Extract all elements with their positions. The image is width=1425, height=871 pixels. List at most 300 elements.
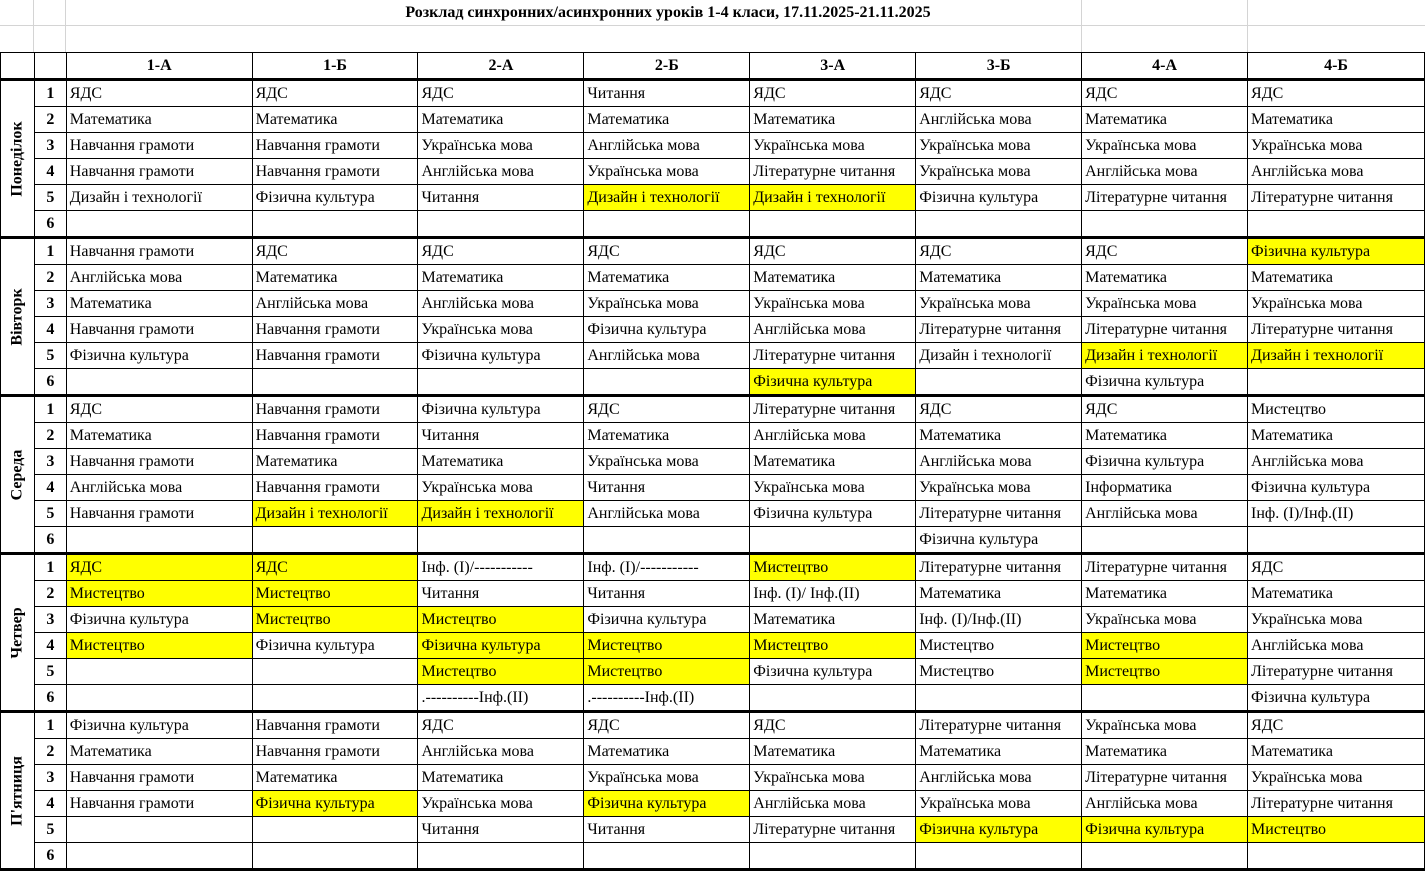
lesson-cell[interactable]: Математика <box>750 265 916 291</box>
lesson-cell[interactable]: Англійська мова <box>1082 791 1248 817</box>
lesson-number: 4 <box>34 791 66 817</box>
lesson-number: 5 <box>34 185 66 211</box>
schedule-row <box>1 739 1425 765</box>
schedule-row <box>1 685 1425 712</box>
lesson-cell[interactable]: Англійська мова <box>584 501 750 527</box>
lesson-number: 2 <box>34 107 66 133</box>
day-label <box>1 238 35 396</box>
lesson-cell[interactable] <box>750 685 916 712</box>
lesson-cell[interactable]: Фізична культура <box>418 343 584 369</box>
lesson-number: 3 <box>34 133 66 159</box>
lesson-cell[interactable]: Українська мова <box>916 291 1082 317</box>
lesson-cell[interactable]: Мистецтво <box>1248 396 1425 423</box>
lesson-cell[interactable]: Дизайн і технології <box>252 501 418 527</box>
lesson-cell[interactable]: Інф. (І)/Інф.(ІІ) <box>916 607 1082 633</box>
lesson-cell[interactable]: Українська мова <box>750 291 916 317</box>
lesson-cell[interactable]: ЯДС <box>66 396 252 423</box>
lesson-cell[interactable]: Фізична культура <box>66 712 252 739</box>
lesson-cell[interactable]: Літературне читання <box>1248 185 1425 211</box>
lesson-cell[interactable]: Мистецтво <box>66 633 252 659</box>
lesson-cell[interactable]: Читання <box>584 817 750 843</box>
lesson-cell[interactable]: Літературне читання <box>916 317 1082 343</box>
lesson-cell[interactable]: Інформатика <box>1082 475 1248 501</box>
corner-cell <box>1 53 35 80</box>
lesson-cell[interactable] <box>916 211 1082 238</box>
lesson-cell[interactable]: Читання <box>418 817 584 843</box>
lesson-cell[interactable]: Математика <box>1248 107 1425 133</box>
lesson-number: 3 <box>34 291 66 317</box>
lesson-cell[interactable]: Літературне читання <box>1082 317 1248 343</box>
lesson-cell[interactable]: Читання <box>584 581 750 607</box>
day-name: Понеділок <box>8 120 26 197</box>
lesson-cell[interactable]: ЯДС <box>1248 712 1425 739</box>
lesson-cell[interactable]: Навчання грамоти <box>252 423 418 449</box>
lesson-cell[interactable]: Літературне читання <box>1248 791 1425 817</box>
lesson-number: 4 <box>34 317 66 343</box>
lesson-cell[interactable]: Фізична культура <box>1248 238 1425 265</box>
lesson-cell[interactable] <box>418 369 584 396</box>
lesson-cell[interactable]: Літературне читання <box>750 343 916 369</box>
lesson-cell[interactable] <box>584 211 750 238</box>
lesson-cell[interactable]: Літературне читання <box>750 159 916 185</box>
schedule-row <box>1 843 1425 870</box>
lesson-cell[interactable]: Літературне читання <box>1082 554 1248 581</box>
lesson-cell[interactable]: Українська мова <box>916 791 1082 817</box>
lesson-cell[interactable] <box>584 527 750 554</box>
lesson-cell[interactable]: Англійська мова <box>916 449 1082 475</box>
lesson-cell[interactable]: Читання <box>418 581 584 607</box>
lesson-cell[interactable]: Фізична культура <box>750 501 916 527</box>
lesson-cell[interactable]: Англійська мова <box>750 317 916 343</box>
lesson-cell[interactable]: Англійська мова <box>1082 501 1248 527</box>
lesson-cell[interactable]: Фізична культура <box>750 659 916 685</box>
class-header: 4-А <box>1082 53 1248 80</box>
lesson-cell[interactable]: Математика <box>1248 581 1425 607</box>
lesson-cell[interactable]: Англійська мова <box>584 133 750 159</box>
lesson-cell[interactable]: Читання <box>584 475 750 501</box>
lesson-cell[interactable]: Дизайн і технології <box>1082 343 1248 369</box>
lesson-cell[interactable] <box>252 843 418 870</box>
lesson-cell[interactable]: Мистецтво <box>252 581 418 607</box>
lesson-cell[interactable]: Математика <box>916 423 1082 449</box>
lesson-number: 3 <box>34 449 66 475</box>
class-header: 3-А <box>750 53 916 80</box>
lesson-number: 2 <box>34 739 66 765</box>
lesson-number: 5 <box>34 343 66 369</box>
lesson-number: 3 <box>34 607 66 633</box>
grid-line <box>0 25 1425 26</box>
lesson-cell[interactable]: Навчання грамоти <box>252 317 418 343</box>
lesson-number: 5 <box>34 659 66 685</box>
lesson-cell[interactable] <box>1248 527 1425 554</box>
lesson-cell[interactable]: ЯДС <box>916 238 1082 265</box>
lesson-number: 2 <box>34 581 66 607</box>
lesson-cell[interactable] <box>252 659 418 685</box>
lesson-cell[interactable]: ЯДС <box>418 238 584 265</box>
lesson-cell[interactable] <box>66 369 252 396</box>
lesson-cell[interactable]: Мистецтво <box>584 633 750 659</box>
lesson-cell[interactable]: Математика <box>418 765 584 791</box>
lesson-number: 6 <box>34 685 66 712</box>
lesson-cell[interactable] <box>916 685 1082 712</box>
lesson-cell[interactable] <box>584 843 750 870</box>
lesson-cell[interactable]: Українська мова <box>916 475 1082 501</box>
lesson-cell[interactable]: Мистецтво <box>1082 659 1248 685</box>
lesson-number: 1 <box>34 396 66 423</box>
lesson-cell[interactable]: Навчання грамоти <box>252 133 418 159</box>
lesson-cell[interactable]: Математика <box>1082 423 1248 449</box>
lesson-cell[interactable]: Мистецтво <box>66 581 252 607</box>
lesson-cell[interactable] <box>750 843 916 870</box>
lesson-cell[interactable]: Мистецтво <box>252 607 418 633</box>
header-row <box>1 53 1425 80</box>
lesson-cell[interactable]: Математика <box>66 739 252 765</box>
lesson-cell[interactable]: Англійська мова <box>584 343 750 369</box>
lesson-cell[interactable]: ЯДС <box>584 712 750 739</box>
schedule-row <box>1 712 1425 739</box>
lesson-cell[interactable] <box>418 211 584 238</box>
lesson-cell[interactable]: Мистецтво <box>750 554 916 581</box>
lesson-cell[interactable]: Читання <box>584 80 750 107</box>
lesson-cell[interactable]: Українська мова <box>1248 765 1425 791</box>
lesson-cell[interactable]: Фізична культура <box>252 633 418 659</box>
lesson-cell[interactable]: Українська мова <box>584 291 750 317</box>
lesson-cell[interactable]: Літературне читання <box>1248 317 1425 343</box>
lesson-cell[interactable]: Навчання грамоти <box>252 159 418 185</box>
lesson-cell[interactable] <box>66 527 252 554</box>
day-name: Четвер <box>8 606 26 659</box>
lesson-cell[interactable] <box>750 211 916 238</box>
lesson-cell[interactable]: Мистецтво <box>1248 817 1425 843</box>
lesson-cell[interactable]: Математика <box>750 449 916 475</box>
lesson-cell[interactable] <box>1082 843 1248 870</box>
lesson-cell[interactable]: .----------Інф.(ІІ) <box>584 685 750 712</box>
lesson-cell[interactable]: Українська мова <box>1248 291 1425 317</box>
lesson-cell[interactable]: Фізична культура <box>584 791 750 817</box>
lesson-cell[interactable]: Українська мова <box>1082 712 1248 739</box>
lesson-cell[interactable]: Літературне читання <box>916 712 1082 739</box>
lesson-cell[interactable]: Фізична культура <box>584 317 750 343</box>
lesson-cell[interactable]: Математика <box>1082 739 1248 765</box>
lesson-cell[interactable]: Фізична культура <box>916 527 1082 554</box>
lesson-cell[interactable]: Математика <box>418 265 584 291</box>
lesson-cell[interactable] <box>750 527 916 554</box>
lesson-cell[interactable]: ЯДС <box>66 80 252 107</box>
lesson-cell[interactable]: Дизайн і технології <box>66 185 252 211</box>
lesson-cell[interactable]: Літературне читання <box>750 396 916 423</box>
lesson-cell[interactable]: Українська мова <box>750 133 916 159</box>
lesson-cell[interactable] <box>252 817 418 843</box>
lesson-cell[interactable]: Англійська мова <box>1248 633 1425 659</box>
lesson-cell[interactable]: Фізична культура <box>66 343 252 369</box>
lesson-cell[interactable]: Читання <box>418 423 584 449</box>
lesson-cell[interactable]: Українська мова <box>418 791 584 817</box>
lesson-cell[interactable]: Фізична культура <box>1082 817 1248 843</box>
lesson-cell[interactable]: Математика <box>252 107 418 133</box>
lesson-cell[interactable]: Навчання грамоти <box>66 449 252 475</box>
lesson-cell[interactable]: Математика <box>1082 107 1248 133</box>
lesson-cell[interactable]: Математика <box>584 739 750 765</box>
lesson-cell[interactable]: Англійська мова <box>66 265 252 291</box>
day-name: П'ятниця <box>8 755 26 826</box>
lesson-cell[interactable]: Математика <box>418 449 584 475</box>
lesson-cell[interactable]: Літературне читання <box>1248 659 1425 685</box>
class-header: 1-А <box>66 53 252 80</box>
lesson-cell[interactable]: Мистецтво <box>916 659 1082 685</box>
lesson-cell[interactable] <box>418 527 584 554</box>
lesson-cell[interactable]: Математика <box>916 265 1082 291</box>
lesson-cell[interactable]: Фізична культура <box>1248 475 1425 501</box>
lesson-cell[interactable]: Дизайн і технології <box>1248 343 1425 369</box>
schedule-row <box>1 185 1425 211</box>
lesson-cell[interactable]: Математика <box>1248 739 1425 765</box>
lesson-cell[interactable]: Фізична культура <box>750 369 916 396</box>
lesson-cell[interactable]: Навчання грамоти <box>66 791 252 817</box>
lesson-cell[interactable]: Українська мова <box>1082 607 1248 633</box>
schedule-row <box>1 475 1425 501</box>
lesson-cell[interactable]: Українська мова <box>750 765 916 791</box>
lesson-cell[interactable]: Українська мова <box>584 159 750 185</box>
lesson-cell[interactable]: Англійська мова <box>66 475 252 501</box>
lesson-cell[interactable]: ЯДС <box>1082 396 1248 423</box>
day-label <box>1 554 35 712</box>
lesson-number: 4 <box>34 633 66 659</box>
lesson-cell[interactable] <box>252 369 418 396</box>
schedule-row <box>1 343 1425 369</box>
lesson-cell[interactable]: Навчання грамоти <box>252 739 418 765</box>
lesson-cell[interactable]: Математика <box>252 265 418 291</box>
lesson-cell[interactable] <box>916 843 1082 870</box>
lesson-cell[interactable]: Математика <box>1082 265 1248 291</box>
lesson-cell[interactable]: Математика <box>750 107 916 133</box>
lesson-cell[interactable] <box>66 659 252 685</box>
lesson-cell[interactable] <box>66 685 252 712</box>
lesson-cell[interactable]: Математика <box>1082 581 1248 607</box>
lesson-number: 3 <box>34 765 66 791</box>
lesson-cell[interactable]: ЯДС <box>916 396 1082 423</box>
lesson-cell[interactable]: ЯДС <box>252 554 418 581</box>
lesson-cell[interactable]: Англійська мова <box>418 739 584 765</box>
lesson-cell[interactable]: Математика <box>584 423 750 449</box>
lesson-cell[interactable]: Математика <box>750 739 916 765</box>
lesson-cell[interactable]: Дизайн і технології <box>584 185 750 211</box>
lesson-cell[interactable]: Фізична культура <box>1248 685 1425 712</box>
lesson-cell[interactable]: Українська мова <box>418 133 584 159</box>
lesson-cell[interactable]: Фізична культура <box>252 185 418 211</box>
lesson-cell[interactable] <box>1248 843 1425 870</box>
lesson-cell[interactable]: ЯДС <box>584 396 750 423</box>
lesson-cell[interactable]: Українська мова <box>1248 607 1425 633</box>
lesson-cell[interactable]: Англійська мова <box>916 765 1082 791</box>
lesson-cell[interactable] <box>1082 527 1248 554</box>
lesson-cell[interactable]: Літературне читання <box>1082 185 1248 211</box>
lesson-cell[interactable]: ЯДС <box>252 80 418 107</box>
schedule-row <box>1 449 1425 475</box>
lesson-cell[interactable]: Фізична культура <box>916 817 1082 843</box>
lesson-cell[interactable]: Українська мова <box>916 159 1082 185</box>
lesson-cell[interactable] <box>1248 211 1425 238</box>
lesson-cell[interactable]: ЯДС <box>66 554 252 581</box>
lesson-cell[interactable]: Фізична культура <box>916 185 1082 211</box>
lesson-cell[interactable]: Українська мова <box>750 475 916 501</box>
lesson-cell[interactable]: Навчання грамоти <box>66 765 252 791</box>
lesson-cell[interactable]: Математика <box>66 423 252 449</box>
lesson-cell[interactable]: Українська мова <box>584 449 750 475</box>
lesson-cell[interactable]: Навчання грамоти <box>252 475 418 501</box>
lesson-number: 1 <box>34 80 66 107</box>
lesson-number: 5 <box>34 501 66 527</box>
lesson-cell[interactable]: Літературне читання <box>916 554 1082 581</box>
lesson-cell[interactable]: Фізична культура <box>1082 449 1248 475</box>
lesson-cell[interactable]: Мистецтво <box>418 607 584 633</box>
lesson-cell[interactable]: Інф. (І)/----------- <box>584 554 750 581</box>
lesson-number: 1 <box>34 712 66 739</box>
lesson-cell[interactable]: Літературне читання <box>1082 765 1248 791</box>
lesson-number: 4 <box>34 159 66 185</box>
lesson-cell[interactable]: Українська мова <box>584 765 750 791</box>
lesson-cell[interactable]: ЯДС <box>750 238 916 265</box>
schedule-table <box>0 52 1425 871</box>
lesson-cell[interactable]: Мистецтво <box>916 633 1082 659</box>
lesson-cell[interactable]: Читання <box>418 185 584 211</box>
day-label <box>1 712 35 870</box>
lesson-cell[interactable]: Дизайн і технології <box>916 343 1082 369</box>
lesson-cell[interactable]: ЯДС <box>1082 80 1248 107</box>
lesson-cell[interactable]: Математика <box>916 739 1082 765</box>
lesson-cell[interactable]: Мистецтво <box>750 633 916 659</box>
lesson-number: 6 <box>34 211 66 238</box>
lesson-cell[interactable]: Українська мова <box>418 475 584 501</box>
schedule-row <box>1 291 1425 317</box>
lesson-cell[interactable]: Математика <box>418 107 584 133</box>
lesson-cell[interactable]: Математика <box>750 607 916 633</box>
lesson-cell[interactable]: ЯДС <box>252 238 418 265</box>
schedule-row <box>1 317 1425 343</box>
lesson-cell[interactable]: Фізична культура <box>252 791 418 817</box>
lesson-cell[interactable]: Фізична культура <box>1082 369 1248 396</box>
lesson-cell[interactable] <box>916 369 1082 396</box>
lesson-cell[interactable] <box>252 685 418 712</box>
lesson-cell[interactable] <box>66 211 252 238</box>
lesson-cell[interactable]: Навчання грамоти <box>66 159 252 185</box>
lesson-cell[interactable]: Мистецтво <box>1082 633 1248 659</box>
lesson-cell[interactable]: Українська мова <box>1248 133 1425 159</box>
lesson-cell[interactable]: Математика <box>252 449 418 475</box>
lesson-cell[interactable]: Навчання грамоти <box>66 133 252 159</box>
lesson-cell[interactable] <box>252 211 418 238</box>
lesson-cell[interactable]: Фізична культура <box>418 396 584 423</box>
lesson-cell[interactable]: Мистецтво <box>584 659 750 685</box>
lesson-cell[interactable]: ЯДС <box>916 80 1082 107</box>
lesson-cell[interactable]: Фізична культура <box>584 607 750 633</box>
lesson-cell[interactable]: Англійська мова <box>252 291 418 317</box>
lesson-cell[interactable]: Навчання грамоти <box>66 238 252 265</box>
lesson-cell[interactable]: Інф. (І)/Інф.(ІІ) <box>1248 501 1425 527</box>
lesson-cell[interactable]: Українська мова <box>916 133 1082 159</box>
lesson-cell[interactable]: Дизайн і технології <box>418 501 584 527</box>
lesson-cell[interactable]: .----------Інф.(ІІ) <box>418 685 584 712</box>
lesson-cell[interactable]: Математика <box>916 581 1082 607</box>
lesson-cell[interactable]: Фізична культура <box>418 633 584 659</box>
schedule-row <box>1 107 1425 133</box>
schedule-row <box>1 633 1425 659</box>
lesson-cell[interactable]: Математика <box>252 765 418 791</box>
lesson-cell[interactable]: Англійська мова <box>1248 159 1425 185</box>
lesson-cell[interactable]: ЯДС <box>418 80 584 107</box>
lesson-number: 2 <box>34 265 66 291</box>
lesson-cell[interactable]: Англійська мова <box>418 291 584 317</box>
lesson-cell[interactable]: ЯДС <box>750 712 916 739</box>
lesson-cell[interactable]: Англійська мова <box>418 159 584 185</box>
lesson-cell[interactable]: Навчання грамоти <box>252 343 418 369</box>
schedule-row <box>1 423 1425 449</box>
lesson-cell[interactable] <box>66 817 252 843</box>
lesson-cell[interactable]: ЯДС <box>584 238 750 265</box>
lesson-cell[interactable]: Англійська мова <box>1082 159 1248 185</box>
lesson-cell[interactable] <box>66 843 252 870</box>
lesson-cell[interactable] <box>1082 211 1248 238</box>
schedule-row <box>1 133 1425 159</box>
lesson-cell[interactable]: Навчання грамоти <box>66 501 252 527</box>
lesson-cell[interactable]: ЯДС <box>418 712 584 739</box>
class-header: 2-А <box>418 53 584 80</box>
lesson-cell[interactable]: Математика <box>584 265 750 291</box>
lesson-cell[interactable]: Інф. (І)/----------- <box>418 554 584 581</box>
lesson-cell[interactable] <box>252 527 418 554</box>
class-header: 2-Б <box>584 53 750 80</box>
lesson-cell[interactable] <box>584 369 750 396</box>
schedule-row <box>1 607 1425 633</box>
schedule-row <box>1 765 1425 791</box>
lesson-cell[interactable]: Навчання грамоти <box>252 396 418 423</box>
lesson-cell[interactable] <box>1248 369 1425 396</box>
schedule-row <box>1 791 1425 817</box>
lesson-cell[interactable]: Математика <box>66 107 252 133</box>
lesson-number: 4 <box>34 475 66 501</box>
lesson-cell[interactable] <box>1082 685 1248 712</box>
lesson-cell[interactable]: Навчання грамоти <box>66 317 252 343</box>
lesson-cell[interactable]: Українська мова <box>1082 291 1248 317</box>
lesson-cell[interactable]: Фізична культура <box>66 607 252 633</box>
schedule-row <box>1 659 1425 685</box>
lesson-cell[interactable]: Англійська мова <box>750 423 916 449</box>
lesson-cell[interactable]: Англійська мова <box>1248 449 1425 475</box>
lesson-cell[interactable]: Математика <box>1248 423 1425 449</box>
lesson-cell[interactable]: ЯДС <box>1248 80 1425 107</box>
lesson-cell[interactable]: Інф. (І)/ Інф.(ІІ) <box>750 581 916 607</box>
lesson-cell[interactable]: ЯДС <box>1248 554 1425 581</box>
lesson-cell[interactable]: Математика <box>66 291 252 317</box>
lesson-cell[interactable]: Англійська мова <box>916 107 1082 133</box>
lesson-cell[interactable] <box>418 843 584 870</box>
lesson-cell[interactable]: ЯДС <box>750 80 916 107</box>
lesson-cell[interactable]: Українська мова <box>1082 133 1248 159</box>
lesson-cell[interactable]: Навчання грамоти <box>252 712 418 739</box>
lesson-cell[interactable]: Літературне читання <box>750 817 916 843</box>
lesson-cell[interactable]: Англійська мова <box>750 791 916 817</box>
lesson-cell[interactable]: Дизайн і технології <box>750 185 916 211</box>
corner-cell <box>34 53 66 80</box>
lesson-cell[interactable]: Математика <box>1248 265 1425 291</box>
schedule-row <box>1 581 1425 607</box>
day-label <box>1 80 35 238</box>
lesson-cell[interactable]: ЯДС <box>1082 238 1248 265</box>
lesson-cell[interactable]: Мистецтво <box>418 659 584 685</box>
lesson-number: 1 <box>34 554 66 581</box>
lesson-cell[interactable]: Українська мова <box>418 317 584 343</box>
lesson-cell[interactable]: Математика <box>584 107 750 133</box>
lesson-cell[interactable]: Літературне читання <box>916 501 1082 527</box>
